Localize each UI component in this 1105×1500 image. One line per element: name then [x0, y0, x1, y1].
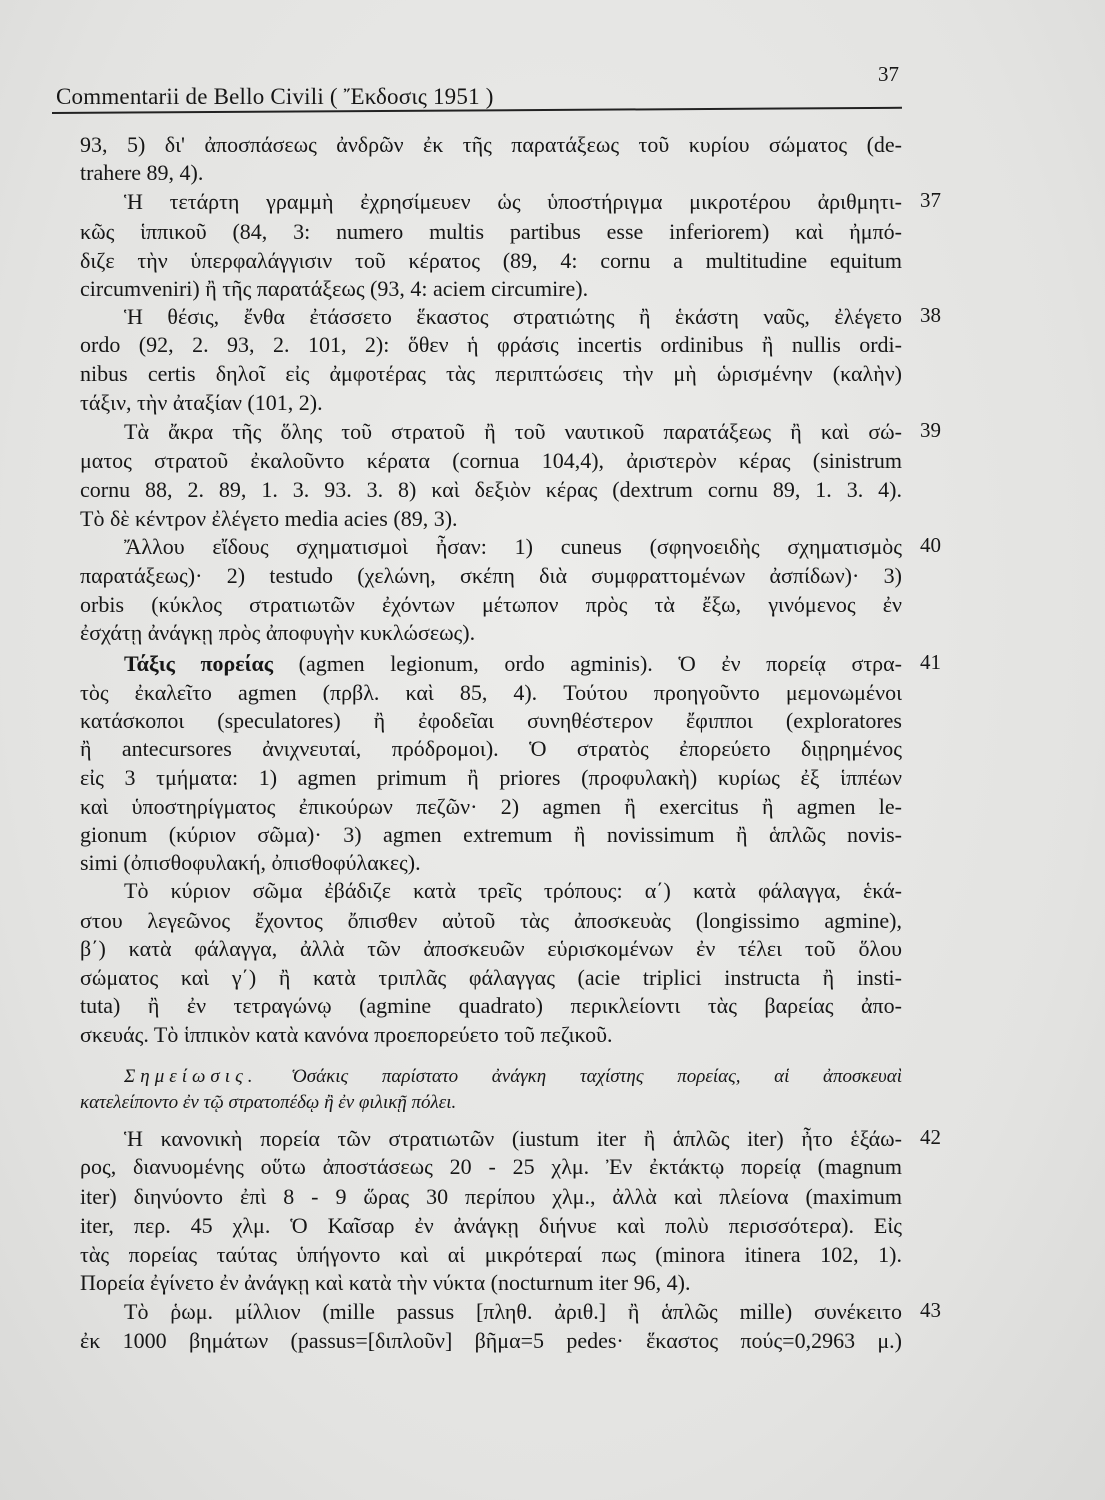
text-line	[80, 219, 902, 245]
text-line	[80, 794, 902, 820]
line-text: Τὰ ἄκρα τῆς ὅλης τοῦ στρατοῦ ἢ τοῦ ναυτικοῦ παρατάξεως ἢ καὶ σώ-	[124, 419, 902, 444]
line-text: Ὁσάκις παρίστατο ἀνάγκη ταχίστης πορείας, αἱ ἀποσκευαὶ	[257, 1066, 902, 1087]
line-text: gionum (κύριον σῶμα)· 3) agmen extremum ἢ novissimum ἢ ἁπλῶς novis-	[80, 822, 902, 847]
line-text: simi (ὀπισθοφυλακή, ὀπισθοφύλακες).	[80, 850, 421, 875]
text-line	[80, 708, 902, 734]
text-line	[80, 765, 902, 791]
margin-section-number: 41	[920, 650, 941, 674]
line-text: τὸς ἐκαλεῖτο agmen (πρβλ. καὶ 85, 4). Τούτου προηγοῦντο μεμονωμένοι	[80, 680, 902, 705]
margin-section-number: 40	[920, 533, 941, 557]
line-text: στου λεγεῶνος ἔχοντος ὄπισθεν αὐτοῦ τὰς ἀποσκευὰς (longissimo agmine),	[80, 908, 902, 933]
text-line	[80, 1154, 902, 1180]
text-line	[80, 736, 902, 762]
text-line	[80, 965, 902, 991]
note-line	[80, 1090, 902, 1116]
text-line	[124, 1126, 902, 1152]
line-text: Ἡ θέσις, ἔνθα ἐτάσσετο ἕκαστος στρατιώτης ἢ ἑκάστη ναῦς, ἐλέγετο	[124, 304, 902, 329]
text-line	[80, 1242, 902, 1268]
line-text: nibus certis δηλοῖ εἰς ἀμφοτέρας τὰς περιπτώσεις τὴν μὴ ὡρισμένην (καλὴν)	[80, 361, 902, 386]
text-line	[80, 680, 902, 706]
text-line	[80, 592, 902, 618]
text-line	[80, 276, 902, 302]
line-text: cornu 88, 2. 89, 1. 3. 93. 3. 8) καὶ δεξιὸν κέρας (dextrum cornu 89, 1. 3. 4).	[80, 477, 902, 502]
line-text: κατελείποντο ἐν τῷ στρατοπέδῳ ἢ ἐν φιλικῇ πόλει.	[80, 1092, 457, 1113]
line-text: 93, 5) δι' ἀποσπάσεως ἀνδρῶν ἐκ τῆς παρατάξεως τοῦ κυρίου σώματος (de-	[80, 132, 902, 157]
text-line	[80, 132, 902, 158]
text-line	[80, 620, 902, 646]
line-text: ἢ antecursores ἀνιχνευταί, πρόδρομοι). Ὁ στρατὸς ἐπορεύετο διῃρημένος	[80, 736, 902, 761]
note-label: Σημείωσις.	[124, 1066, 258, 1087]
line-text: (agmen legionum, ordo agminis). Ὁ ἐν πορείᾳ στρα-	[273, 651, 902, 676]
text-line	[80, 1184, 902, 1210]
line-text: trahere 89, 4).	[80, 160, 204, 185]
line-text: Τὸ ῥωμ. μίλλιον (mille passus [πληθ. ἀριθ.] ἢ ἁπλῶς mille) συνέκειτο	[124, 1299, 902, 1324]
line-text: σώματος καὶ γ΄) ἢ κατὰ τριπλᾶς φάλαγγας (acie triplici instructa ἢ insti-	[80, 965, 902, 990]
line-text: Ἄλλου εἴδους σχηματισμοὶ ἦσαν: 1) cuneus (σφηνοειδὴς σχηματισμὸς	[124, 534, 902, 559]
line-text: Ἡ κανονικὴ πορεία τῶν στρατιωτῶν (iustum iter ἢ ἁπλῶς iter) ἦτο ἑξάω-	[124, 1126, 902, 1151]
line-text: Πορεία ἐγίνετο ἐν ἀνάγκῃ καὶ κατὰ τὴν νύκτα (nocturnum iter 96, 4).	[80, 1270, 691, 1295]
line-text: β΄) κατὰ φάλαγγα, ἀλλὰ τῶν ἀποσκευῶν εὑρισκομένων ἐν τέλει τοῦ ὅλου	[80, 936, 902, 961]
line-text: Ἡ τετάρτη γραμμὴ ἐχρησίμευεν ὡς ὑποστήριγμα μικροτέρου ἀριθμητι-	[124, 189, 902, 214]
text-line	[80, 908, 902, 934]
text-line	[80, 506, 902, 532]
text-line	[80, 448, 902, 474]
margin-section-number: 38	[920, 303, 941, 327]
line-text: καὶ ὑποστηρίγματος ἐπικούρων πεζῶν· 2) agmen ἢ exercitus ἢ agmen le-	[80, 794, 902, 819]
text-line	[80, 1022, 902, 1048]
line-text: iter) διηνύοντο ἐπὶ 8 - 9 ὥρας 30 περίπου χλμ., ἀλλὰ καὶ πλείονα (maximum	[80, 1184, 902, 1209]
line-text: ματος στρατοῦ ἐκαλοῦντο κέρατα (cornua 104,4), ἀριστερὸν κέρας (sinistrum	[80, 448, 902, 473]
text-line	[80, 390, 902, 416]
text-line	[80, 361, 902, 387]
text-line	[80, 1270, 902, 1296]
line-text: ἐσχάτῃ ἀνάγκῃ πρὸς ἀποφυγὴν κυκλώσεως).	[80, 620, 476, 645]
line-text: circumveniri) ἢ τῆς παρατάξεως (93, 4: aciem circumire).	[80, 276, 589, 301]
line-text: τάξιν, τὴν ἀταξίαν (101, 2).	[80, 390, 323, 415]
text-line	[80, 993, 902, 1019]
line-text: εἰς 3 τμήματα: 1) agmen primum ἢ priores (προφυλακὴ) κυρίως ἐξ ἱππέων	[80, 765, 902, 790]
line-text: ἐκ 1000 βημάτων (passus=[διπλοῦν] βῆμα=5 pedes· ἕκαστος πούς=0,2963 μ.)	[80, 1328, 902, 1353]
note-line	[124, 1064, 902, 1090]
text-line	[124, 1299, 902, 1325]
line-text: διζε τὴν ὑπερφαλάγγισιν τοῦ κέρατος (89, 4: cornu a multitudine equitum	[80, 248, 902, 273]
line-text: παρατάξεως)· 2) testudo (χελώνη, σκέπη διὰ συμφραττομένων ἀσπίδων)· 3)	[80, 563, 902, 588]
margin-section-number: 42	[920, 1125, 941, 1149]
text-line	[80, 1328, 902, 1354]
line-text: σκευάς. Τὸ ἱππικὸν κατὰ κανόνα προεπορεύετο τοῦ πεζικοῦ.	[80, 1022, 613, 1047]
text-line	[80, 1213, 902, 1239]
text-line	[80, 936, 902, 962]
text-line	[124, 878, 902, 904]
line-text: κῶς ἱππικοῦ (84, 3: numero multis partibus esse inferiorem) καὶ ἠμπό-	[80, 219, 902, 244]
line-text: orbis (κύκλος στρατιωτῶν ἐχόντων μέτωπον πρὸς τὰ ἔξω, γινόμενος ἐν	[80, 592, 902, 617]
text-line	[124, 651, 902, 677]
running-title: Commentarii de Bello Civili ( Ἔκδοσις 1951 )	[56, 84, 494, 109]
text-line	[80, 563, 902, 589]
line-text: tuta) ἢ ἐν τετραγώνῳ (agmine quadrato) περικλείοντι τὰς βαρείας ἀπο-	[80, 993, 902, 1018]
line-text: iter, περ. 45 χλμ. Ὁ Καῖσαρ ἐν ἀνάγκῃ διήνυε καὶ πολὺ περισσότερα). Εἰς	[80, 1213, 902, 1238]
text-line	[124, 419, 902, 445]
text-line	[80, 332, 902, 358]
margin-section-number: 43	[920, 1298, 941, 1322]
page-number: 37	[878, 62, 899, 86]
bold-heading: Τάξις πορείας	[124, 651, 274, 676]
text-line	[80, 850, 902, 876]
line-text: ρος, διανυομένης οὕτω ἀποστάσεως 20 - 25 χλμ. Ἐν ἐκτάκτῳ πορείᾳ (magnum	[80, 1154, 902, 1179]
text-line	[80, 160, 902, 186]
line-text: Τὸ δὲ κέντρον ἐλέγετο media acies (89, 3).	[80, 506, 458, 531]
line-text: τὰς πορείας ταύτας ὑπήγοντο καὶ αἱ μικρότεραί πως (minora itinera 102, 1).	[80, 1242, 902, 1267]
margin-section-number: 39	[920, 418, 941, 442]
line-text: κατάσκοποι (speculatores) ἢ ἐφοδεῖαι συνηθέστερον ἔφιπποι (exploratores	[80, 708, 902, 733]
text-line	[124, 534, 902, 560]
line-text: Τὸ κύριον σῶμα ἐβάδιζε κατὰ τρεῖς τρόπους: α΄) κατὰ φάλαγγα, ἑκά-	[124, 878, 902, 903]
text-line	[124, 304, 902, 330]
text-line	[80, 822, 902, 848]
line-text: ordo (92, 2. 93, 2. 101, 2): ὅθεν ἡ φράσις incertis ordinibus ἢ nullis ordi-	[80, 332, 902, 357]
margin-section-number: 37	[920, 188, 941, 212]
text-line	[80, 477, 902, 503]
text-line	[80, 248, 902, 274]
text-line	[124, 189, 902, 215]
